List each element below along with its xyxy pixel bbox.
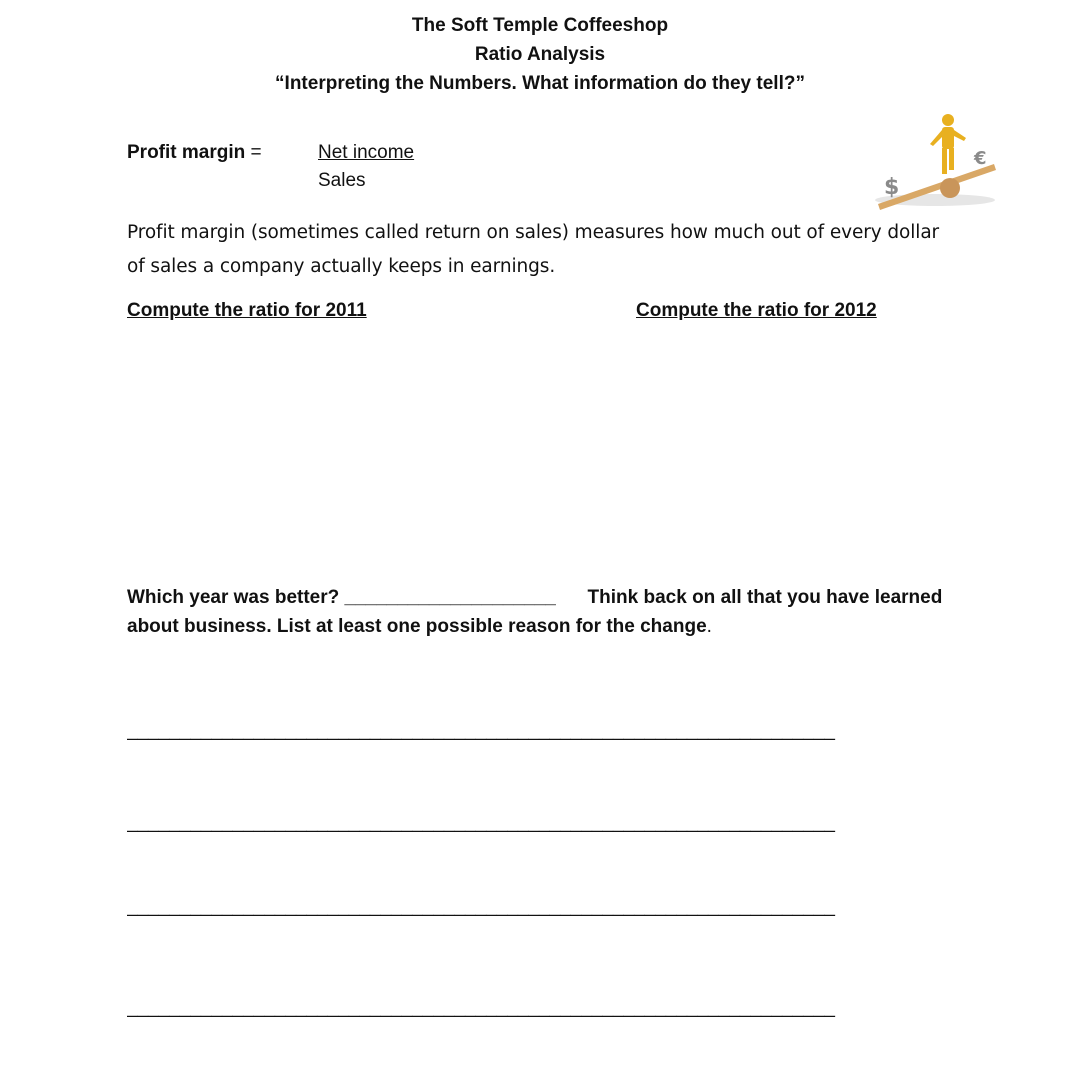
document-title: The Soft Temple Coffeeshop — [411, 15, 669, 36]
formula-label — [127, 142, 262, 164]
seesaw-figure-icon — [870, 108, 1000, 212]
formula-description: Profit margin (sometimes called return on sales) measures how much out of every dollar of sales a company actually keeps in earnings. — [127, 222, 940, 277]
document-tagline: “Interpreting the Numbers. What information do they tell?” — [275, 73, 805, 94]
answer-line[interactable]: ___________________________________________________________________ — [127, 720, 835, 741]
formula-label-text: Profit margin — [127, 142, 246, 163]
formula-equals: = — [250, 142, 262, 163]
compute-2011-heading: Compute the ratio for 2011 — [127, 300, 367, 321]
document-subtitle: Ratio Analysis — [474, 44, 606, 65]
answer-line[interactable]: ___________________________________________________________________ — [127, 812, 835, 833]
answer-line[interactable]: ___________________________________________________________________ — [127, 896, 835, 917]
answer-line[interactable]: ___________________________________________________________________ — [127, 997, 835, 1018]
question-part2: Think back on all that you have learned about business. List at least one possible reason for the change — [127, 587, 943, 637]
svg-text:$: $ — [884, 175, 900, 200]
compute-2012-heading: Compute the ratio for 2012 — [636, 300, 877, 321]
formula-numerator: Net income — [318, 142, 415, 163]
reflection-question — [127, 583, 967, 641]
formula-denominator: Sales — [318, 170, 366, 191]
svg-text:€: € — [974, 148, 987, 169]
question-period: . — [706, 616, 712, 637]
question-part1: Which year was better? ____________________ — [127, 587, 556, 608]
